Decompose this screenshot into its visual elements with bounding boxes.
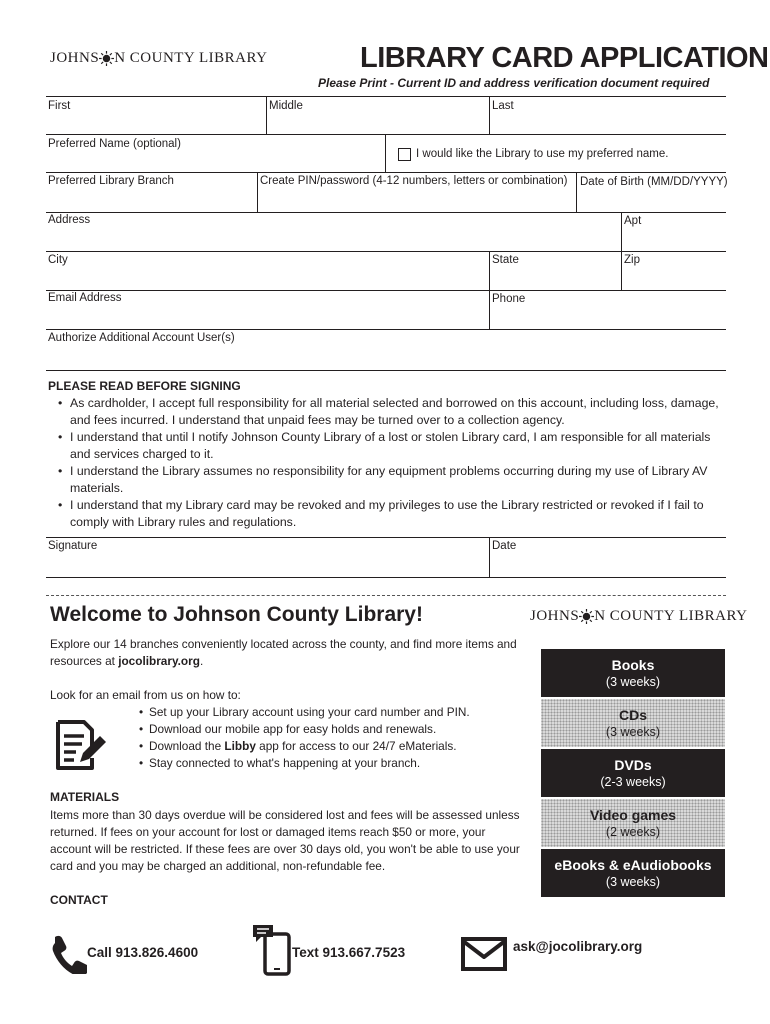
branch-field[interactable]: Preferred Library Branch xyxy=(48,175,174,187)
how-item: • Download our mobile app for easy holds and renewals. xyxy=(139,721,470,738)
how-item: • Set up your Library account using your card number and PIN. xyxy=(139,704,470,721)
divider-middle-last xyxy=(489,96,490,134)
signature-field[interactable]: Signature xyxy=(48,540,98,552)
address-field[interactable]: Address xyxy=(48,214,91,226)
phone-icon xyxy=(49,934,87,979)
rule-item: • I understand the Library assumes no responsibility for any equipment problems occurring during my use of Library AV materials. xyxy=(48,463,726,497)
logo-text-johns: JOHNS xyxy=(50,50,100,66)
mobile-text-icon xyxy=(252,924,292,981)
how-to-list xyxy=(139,704,470,772)
sun-logo-icon xyxy=(99,51,114,66)
middle-name-field[interactable]: Middle xyxy=(269,100,303,112)
loan-video-games xyxy=(541,799,725,847)
loan-period: (3 weeks) xyxy=(605,674,661,689)
rule-row1 xyxy=(46,134,726,135)
preferred-name-checkbox[interactable] xyxy=(398,148,411,161)
rule-top xyxy=(46,96,726,97)
how-item-c-post: app for access to our 24/7 eMaterials. xyxy=(255,739,457,753)
divider-pin-dob xyxy=(576,172,577,212)
loan-name: DVDs xyxy=(614,756,652,773)
divider-city-state xyxy=(489,251,490,290)
email-address[interactable]: ask@jocolibrary.org xyxy=(513,939,643,954)
text-number[interactable]: Text 913.667.7523 xyxy=(292,945,406,960)
first-name-field[interactable]: First xyxy=(48,100,71,112)
signature-date-field[interactable]: Date xyxy=(492,540,517,552)
contact-heading: CONTACT xyxy=(50,893,108,907)
phone-field[interactable]: Phone xyxy=(492,293,526,305)
divider-signature-date xyxy=(489,537,490,577)
apt-field[interactable]: Apt xyxy=(624,215,642,227)
libby-text: Libby xyxy=(224,739,256,753)
divider-branch-pin xyxy=(257,172,258,212)
preferred-name-checkbox-label: I would like the Library to use my preferred name. xyxy=(416,148,669,160)
loan-books xyxy=(541,649,725,697)
loan-dvds xyxy=(541,749,725,797)
loan-ebooks xyxy=(541,849,725,897)
rule-signature-bottom xyxy=(46,577,726,578)
loan-cds xyxy=(541,699,725,747)
materials-text: Items more than 30 days overdue will be considered lost and fees will be assessed unless returned. If fees on your account for lost or damaged items reach $50 or more, your account will be restricted. If these fees are over 30 days old, you won't be able to use your card and you may be charged an additional, non-refundable fee. xyxy=(50,808,520,873)
how-item xyxy=(139,738,470,755)
call-number[interactable]: Call 913.826.4600 xyxy=(87,945,199,960)
loan-name: CDs xyxy=(618,706,647,723)
materials-heading: MATERIALS xyxy=(50,790,120,804)
rule-row3 xyxy=(46,212,726,213)
loan-period: (3 weeks) xyxy=(605,874,661,889)
loan-name: eBooks & eAudiobooks xyxy=(554,856,712,873)
rule-item: • As cardholder, I accept full responsibility for all material selected and borrowed on this account, including loss, damage, and fees incurred. I understand that unpaid fees may be turned over to a collection agency. xyxy=(48,395,726,429)
logo-text-rest: N COUNTY LIBRARY xyxy=(114,50,268,66)
divider-first-middle xyxy=(266,96,267,134)
state-field[interactable]: State xyxy=(492,254,519,266)
rule-row6 xyxy=(46,329,726,330)
preferred-name-field[interactable]: Preferred Name (optional) xyxy=(48,138,181,150)
divider-state-zip xyxy=(621,251,622,290)
divider-email-phone xyxy=(489,290,490,329)
divider-preferred xyxy=(385,134,386,172)
how-item: • Stay connected to what's happening at your branch. xyxy=(139,755,470,772)
dob-field[interactable]: Date of Birth (MM/DD/YYYY) xyxy=(580,176,728,188)
loan-name: Video games xyxy=(589,806,677,823)
welcome-logo xyxy=(530,608,747,625)
explore-pre: Explore our 14 branches conveniently located across the county, and find more items and resources at xyxy=(50,637,517,668)
page-subtitle: Please Print - Current ID and address verification document required xyxy=(318,76,710,90)
loan-period: (2-3 weeks) xyxy=(600,774,666,789)
look-for-text: Look for an email from us on how to: xyxy=(50,688,241,702)
loan-period: (2 weeks) xyxy=(605,824,661,839)
logo-text-rest: N COUNTY LIBRARY xyxy=(594,608,748,624)
loan-period: (3 weeks) xyxy=(605,724,661,739)
rules-heading: PLEASE READ BEFORE SIGNING xyxy=(48,379,241,393)
header-logo xyxy=(50,50,267,67)
rule-row2 xyxy=(46,172,726,173)
divider-address-apt xyxy=(621,212,622,251)
rule-row5 xyxy=(46,290,726,291)
logo-text-johns: JOHNS xyxy=(530,608,580,624)
rule-item: • I understand that until I notify Johnson County Library of a lost or stolen Library card, I am responsible for all materials and services charged to it. xyxy=(48,429,726,463)
city-field[interactable]: City xyxy=(48,254,68,266)
pin-field[interactable]: Create PIN/password (4-12 numbers, letters or combination) xyxy=(260,175,568,187)
explore-post: . xyxy=(199,654,204,668)
rules-list xyxy=(48,395,726,531)
zip-field[interactable]: Zip xyxy=(624,254,640,266)
envelope-icon xyxy=(461,937,507,976)
rule-item: • I understand that my Library card may be revoked and my privileges to use the Library restricted or revoked if I fail to comply with Library rules and regulations. xyxy=(48,497,726,531)
sun-logo-icon xyxy=(579,609,594,624)
how-item-c-pre: Download the xyxy=(149,739,225,753)
loan-name: Books xyxy=(611,656,655,673)
page-title: LIBRARY CARD APPLICATION xyxy=(360,42,769,74)
explore-link[interactable]: jocolibrary.org xyxy=(118,654,200,668)
email-field[interactable]: Email Address xyxy=(48,292,122,304)
form-pen-icon xyxy=(50,718,108,777)
rule-row7 xyxy=(46,370,726,371)
rule-signature-top xyxy=(46,537,726,538)
authorize-users-field[interactable]: Authorize Additional Account User(s) xyxy=(48,332,235,344)
rule-row4 xyxy=(46,251,726,252)
cut-line xyxy=(46,595,726,596)
welcome-title: Welcome to Johnson County Library! xyxy=(50,603,423,626)
explore-text xyxy=(50,636,525,670)
last-name-field[interactable]: Last xyxy=(492,100,514,112)
